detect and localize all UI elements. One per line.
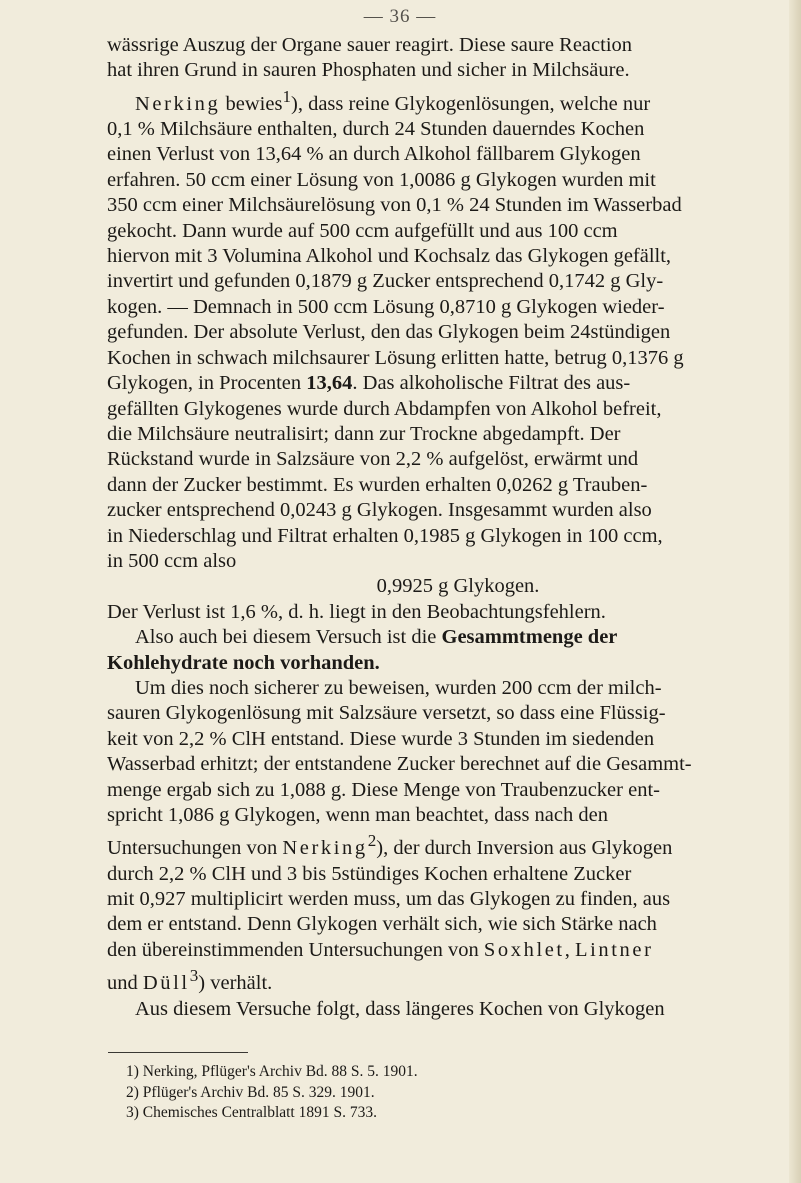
text-run: Untersuchungen von bbox=[107, 837, 283, 860]
footnote-divider bbox=[108, 1052, 248, 1053]
footnote-ref: 2 bbox=[367, 831, 377, 851]
text-run: Also auch bei diesem Versuch ist die bbox=[135, 626, 442, 649]
text-line: invertirt und gefunden 0,1879 g Zucker entsprechend 0,1742 g Gly- bbox=[107, 270, 664, 293]
text-line bbox=[107, 371, 769, 396]
text-line: keit von 2,2 % ClH entstand. Diese wurde 3 Stunden im siedenden bbox=[107, 727, 655, 750]
footnote: 2) Pflüger's Archiv Bd. 85 S. 329. 1901. bbox=[126, 1083, 375, 1101]
footnote-ref: 1 bbox=[282, 86, 291, 106]
text-line: kogen. — Demnach in 500 ccm Lösung 0,8710 g Glykogen wieder- bbox=[107, 295, 665, 318]
text-line: Rückstand wurde in Salzsäure von 2,2 % aufgelöst, erwärmt und bbox=[107, 448, 639, 471]
page-edge bbox=[789, 0, 801, 1183]
author-name: Lintner bbox=[574, 938, 654, 961]
text-line bbox=[107, 938, 769, 963]
text-line: in Niederschlag und Filtrat erhalten 0,1985 g Glykogen in 100 ccm, bbox=[107, 524, 663, 547]
text-run: Glykogen, in Procenten bbox=[107, 372, 307, 395]
text-line: Um dies noch sicherer zu beweisen, wurden 200 ccm der milch- bbox=[135, 676, 662, 699]
text-line: Aus diesem Versuche folgt, dass längeres Kochen von Glykogen bbox=[135, 997, 665, 1020]
text-run: ), der durch Inversion aus Glykogen bbox=[376, 837, 673, 860]
text-line: einen Verlust von 13,64 % an durch Alkohol fällbarem Glykogen bbox=[107, 143, 641, 166]
emphasis-value: 13,64 bbox=[306, 372, 353, 395]
text-line: hat ihren Grund in sauren Phosphaten und sicher in Milchsäure. bbox=[107, 59, 630, 82]
text-line: wässrige Auszug der Organe sauer reagirt. Diese saure Reaction bbox=[107, 34, 633, 56]
text-run: bewies bbox=[220, 92, 283, 115]
text-line: mit 0,927 multiplicirt werden muss, um das Glykogen zu finden, aus bbox=[107, 888, 671, 911]
body-text bbox=[107, 33, 769, 1022]
text-line: durch 2,2 % ClH und 3 bis 5stündiges Kochen erhaltene Zucker bbox=[107, 862, 632, 885]
text-line: gefunden. Der absolute Verlust, den das Glykogen beim 24stündigen bbox=[107, 321, 671, 344]
text-line: Wasserbad erhitzt; der entstandene Zucker berechnet auf die Gesammt- bbox=[107, 753, 692, 776]
text-line: in 500 ccm also bbox=[107, 549, 237, 572]
text-run: den übereinstimmenden Untersuchungen von bbox=[107, 938, 484, 961]
text-line bbox=[107, 828, 769, 861]
text-line bbox=[107, 84, 769, 117]
text-run: . Das alkoholische Filtrat des aus- bbox=[352, 372, 631, 395]
emphasis-heading: Gesammtmenge der bbox=[441, 626, 618, 649]
text-line: 350 ccm einer Milchsäurelösung von 0,1 % 24 Stunden im Wasserbad bbox=[107, 194, 682, 217]
text-line: spricht 1,086 g Glykogen, wenn man beachtet, dass nach den bbox=[107, 804, 608, 827]
text-run: ) verhält. bbox=[198, 972, 273, 995]
text-line: sauren Glykogenlösung mit Salzsäure versetzt, so dass eine Flüssig- bbox=[107, 702, 666, 725]
text-line: hiervon mit 3 Volumina Alkohol und Kochsalz das Glykogen gefällt, bbox=[107, 245, 672, 268]
text-line: Der Verlust ist 1,6 %, d. h. liegt in den Beobachtungsfehlern. bbox=[107, 600, 606, 623]
page-number: — 36 — bbox=[363, 6, 437, 27]
text-line: zucker entsprechend 0,0243 g Glykogen. Insgesammt wurden also bbox=[107, 499, 652, 522]
author-name: Nerking bbox=[282, 837, 368, 860]
result-line: 0,9925 g Glykogen. bbox=[376, 575, 540, 598]
footnote-ref: 3 bbox=[189, 966, 199, 986]
text-line: Kochen in schwach milchsaurer Lösung erlitten hatte, betrug 0,1376 g bbox=[107, 346, 684, 369]
text-line: dann der Zucker bestimmt. Es wurden erhalten 0,0262 g Trauben- bbox=[107, 473, 648, 496]
footnotes bbox=[126, 1062, 686, 1124]
text-line: gefällten Glykogenes wurde durch Abdampfen von Alkohol befreit, bbox=[107, 397, 662, 420]
text-run: ), dass reine Glykogenlösungen, welche nur bbox=[291, 92, 651, 115]
author-name: Soxhlet bbox=[483, 938, 565, 961]
author-name: Düll bbox=[142, 972, 190, 995]
text-line bbox=[107, 625, 769, 650]
text-line: 0,1 % Milchsäure enthalten, durch 24 Stunden dauerndes Kochen bbox=[107, 118, 645, 141]
text-line: dem er entstand. Denn Glykogen verhält sich, wie sich Stärke nach bbox=[107, 913, 657, 936]
text-run: und bbox=[107, 972, 143, 995]
footnote: 1) Nerking, Pflüger's Archiv Bd. 88 S. 5. 1901. bbox=[126, 1063, 418, 1080]
emphasis-heading: Kohlehydrate noch vorhanden. bbox=[107, 651, 380, 674]
author-name: Nerking bbox=[135, 92, 221, 115]
text-line: menge ergab sich zu 1,088 g. Diese Menge von Traubenzucker ent- bbox=[107, 778, 660, 801]
footnote: 3) Chemisches Centralblatt 1891 S. 733. bbox=[126, 1104, 377, 1121]
text-line bbox=[107, 963, 769, 996]
text-line: gekocht. Dann wurde auf 500 ccm aufgefüllt und aus 100 ccm bbox=[107, 219, 618, 242]
text-line: die Milchsäure neutralisirt; dann zur Trockne abgedampft. Der bbox=[107, 422, 621, 445]
text-run: , bbox=[564, 938, 575, 961]
text-line: erfahren. 50 ccm einer Lösung von 1,0086 g Glykogen wurden mit bbox=[107, 168, 656, 191]
